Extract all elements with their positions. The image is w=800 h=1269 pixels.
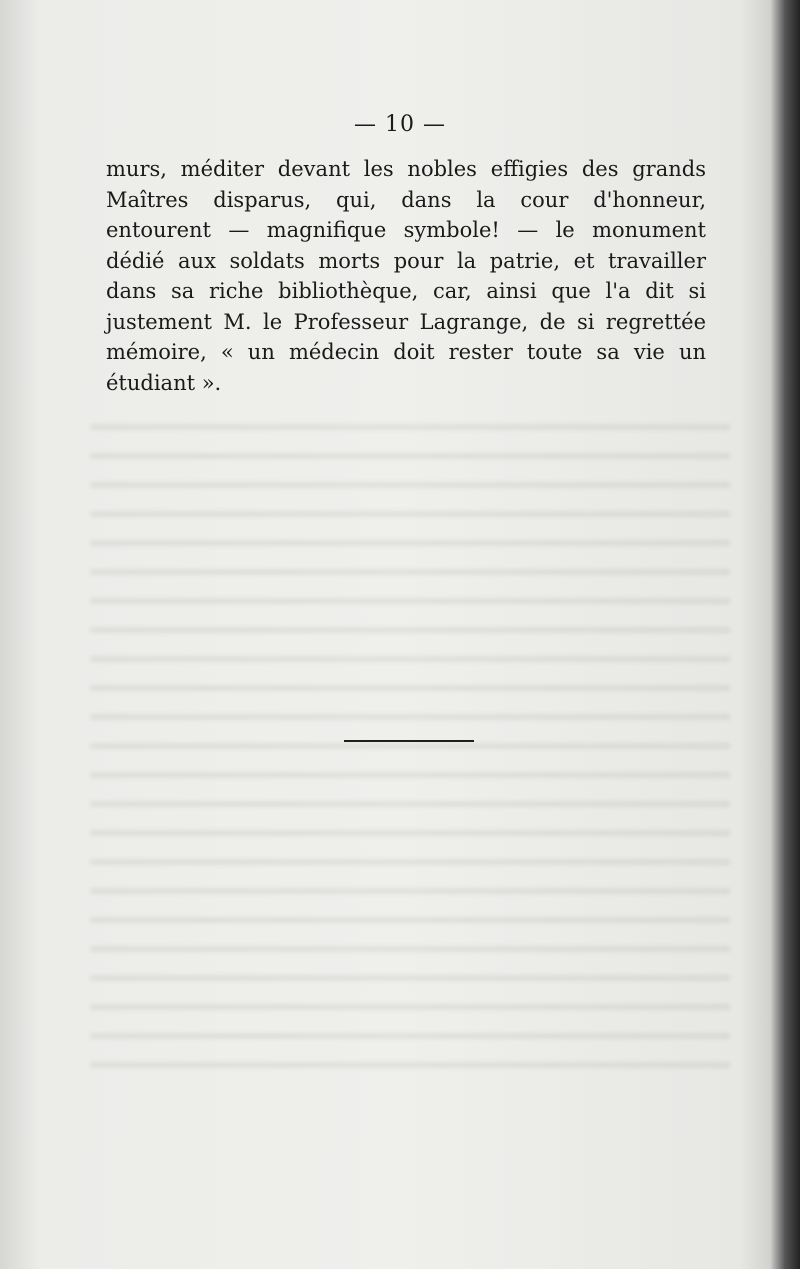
body-paragraph: murs, méditer devant les nobles effigies des grands Maîtres disparus, qui, dans la cour d'honneur, entourent — magnifique symbole! — le monument dédié aux soldats morts pour la patrie, et travailler dans sa riche bibliothèque, car, ainsi que l'a dit si justement M. le Professeur Lagrange, de si regrettée mémoire, « un médecin doit rester toute sa vie un étudiant ». <box>106 157 706 395</box>
page-number: — 10 — <box>354 112 446 137</box>
show-through-text <box>90 410 730 1090</box>
section-divider <box>344 740 474 742</box>
